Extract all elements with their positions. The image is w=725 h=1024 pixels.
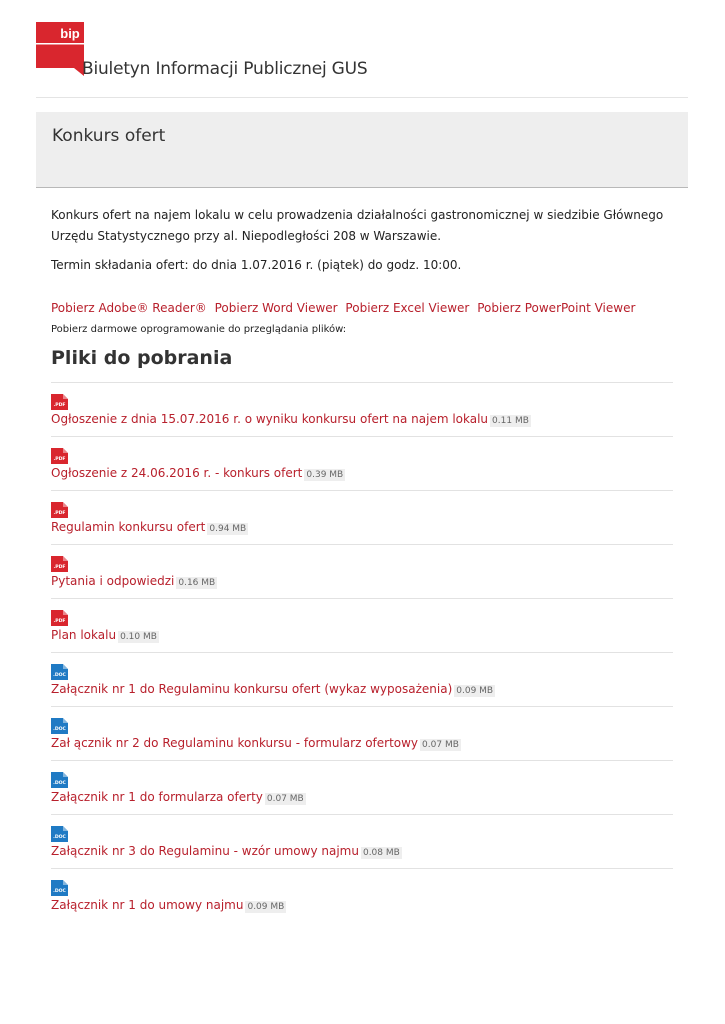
file-title: Zał ącznik nr 2 do Regulaminu konkursu - formularz ofertowy [51,736,419,750]
file-item [51,598,673,652]
file-link[interactable] [51,898,286,912]
file-item [51,814,673,868]
file-size: 0.10 MB [120,632,157,642]
viewer-links [51,298,673,340]
file-icon-label: .PDF [53,619,66,624]
file-link[interactable] [51,790,306,804]
file-icon-label: .DOC [53,889,66,894]
header [36,18,688,96]
file-icon-label: .PDF [53,457,66,462]
powerpoint-viewer-link[interactable]: Pobierz PowerPoint Viewer [477,301,636,315]
bip-logo[interactable] [36,18,84,76]
file-link[interactable] [51,844,402,858]
logo-text: bip [60,26,80,41]
file-icon-label: .DOC [53,673,66,678]
file-size: 0.09 MB [247,902,285,912]
deadline: Termin składania ofert: do dnia 1.07.2016 r. (piątek) do godz. 10:00. [51,258,462,272]
file-item [51,706,673,760]
description: Konkurs ofert na najem lokalu w celu prowadzenia działalności gastronomicznej w siedzibie Głównego Urzędu Statystycznego przy al. Niepodległości 208 w Warszawie. [51,208,664,243]
file-title: Pytania i odpowiedzi [51,574,175,588]
file-title: Załącznik nr 1 do umowy najmu [51,898,244,912]
file-title: Plan lokalu [51,628,117,642]
file-item [51,436,673,490]
main-content [51,205,673,912]
file-title: Regulamin konkursu ofert [51,520,206,534]
site-title[interactable]: Biuletyn Informacji Publicznej GUS [82,59,368,79]
pdf-icon[interactable] [51,610,68,626]
file-item [51,868,673,922]
file-item [51,490,673,544]
file-item [51,382,673,436]
doc-icon[interactable] [51,718,68,734]
doc-icon[interactable] [51,880,68,896]
doc-icon[interactable] [51,664,68,680]
pdf-icon[interactable] [51,502,68,518]
file-title: Załącznik nr 1 do Regulaminu konkursu ofert (wykaz wyposażenia) [51,682,453,696]
file-size: 0.07 MB [422,740,459,750]
viewer-note: Pobierz darmowe oprogramowanie do przeglądania plików: [51,324,347,335]
file-icon-label: .DOC [53,727,66,732]
file-list [51,382,673,922]
file-title: Załącznik nr 3 do Regulaminu - wzór umowy najmu [51,844,359,858]
pdf-icon[interactable] [51,448,68,464]
file-icon-label: .PDF [53,511,66,516]
file-size: 0.09 MB [456,686,494,696]
file-link[interactable] [51,682,495,696]
file-item [51,544,673,598]
word-viewer-link[interactable]: Pobierz Word Viewer [214,301,338,315]
file-link[interactable] [51,412,531,426]
title-box [36,112,688,188]
file-size: 0.16 MB [178,578,216,588]
file-link[interactable] [51,628,159,642]
file-size: 0.07 MB [266,794,304,804]
file-icon-label: .DOC [53,781,66,786]
file-item [51,760,673,814]
file-size: 0.94 MB [209,524,247,534]
excel-viewer-link[interactable]: Pobierz Excel Viewer [345,301,470,315]
pdf-icon[interactable] [51,556,68,572]
file-size: 0.08 MB [362,848,400,858]
adobe-reader-link[interactable]: Pobierz Adobe® Reader® [51,301,207,315]
file-size: 0.11 MB [492,416,529,426]
page-title: Konkurs ofert [52,126,166,146]
file-size: 0.39 MB [306,470,344,480]
file-title: Załącznik nr 1 do formularza oferty [51,790,263,804]
doc-icon[interactable] [51,826,68,842]
header-divider [36,97,688,98]
pdf-icon[interactable] [51,394,68,410]
file-link[interactable] [51,736,461,750]
file-title: Ogłoszenie z 24.06.2016 r. - konkurs ofert [51,466,303,480]
file-link[interactable] [51,466,345,480]
doc-icon[interactable] [51,772,68,788]
file-item [51,652,673,706]
file-link[interactable] [51,574,217,588]
file-title: Ogłoszenie z dnia 15.07.2016 r. o wyniku konkursu ofert na najem lokalu [51,412,489,426]
file-icon-label: .DOC [53,835,66,840]
files-heading: Pliki do pobrania [51,347,233,369]
file-icon-label: .PDF [53,403,66,408]
file-icon-label: .PDF [53,565,66,570]
file-link[interactable] [51,520,248,534]
